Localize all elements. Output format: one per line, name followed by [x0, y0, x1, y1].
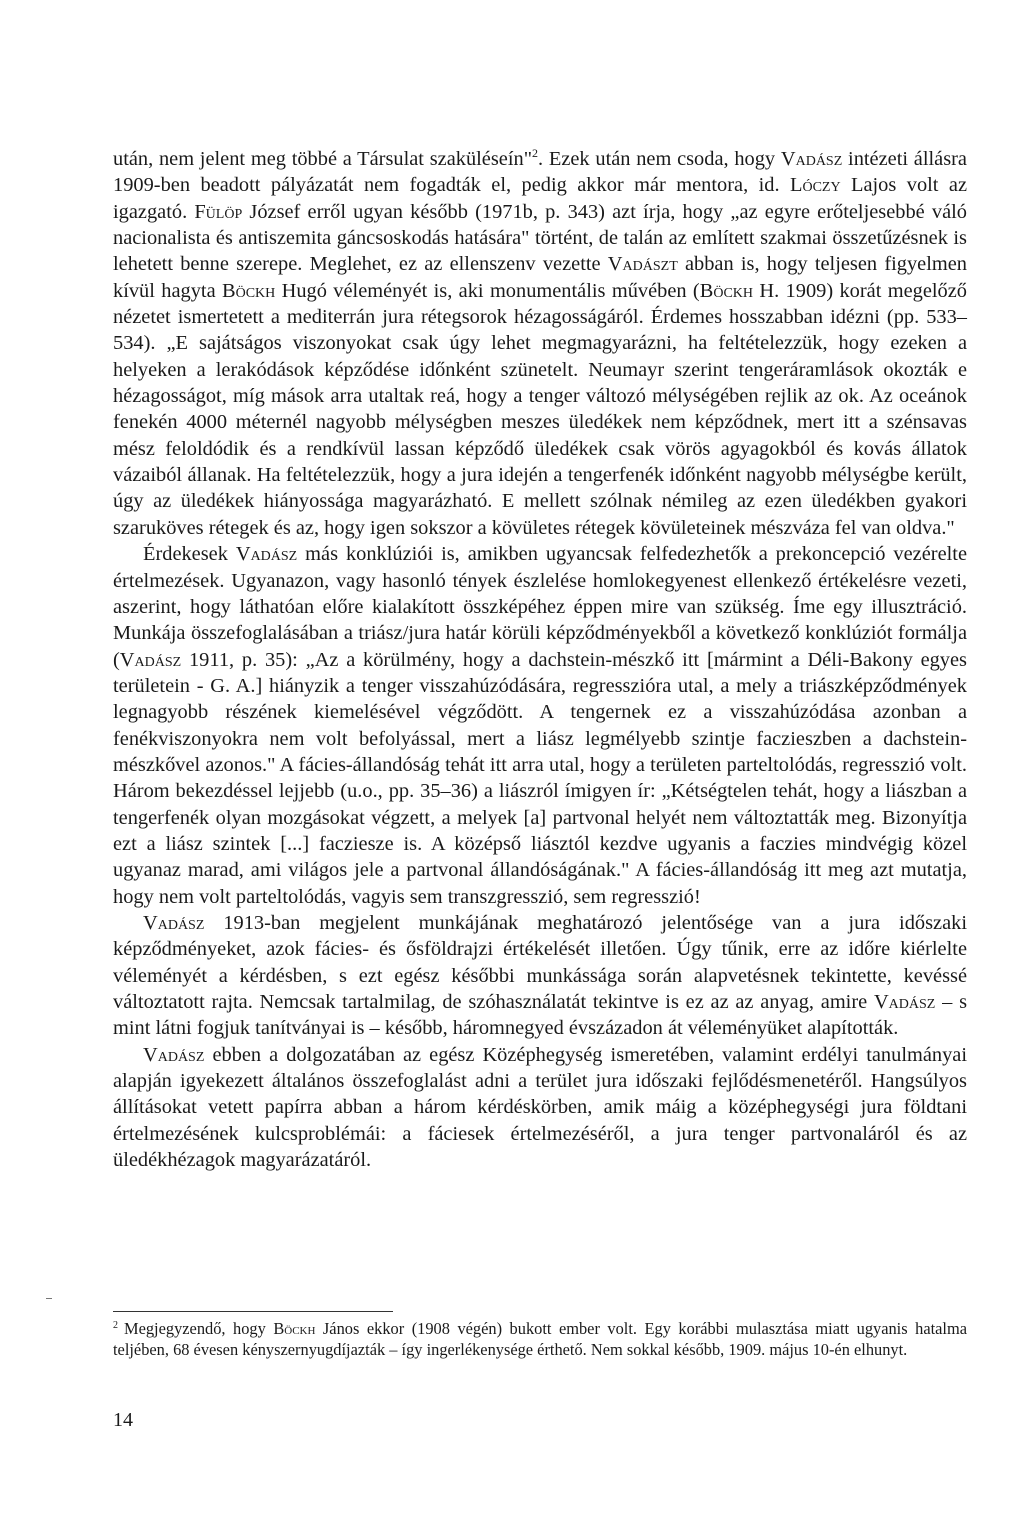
text-run: József erről ugyan később (1971b, p. 343) azt írja, hogy „az egyre erőteljesebbé váló nacionalista és antiszemita gáncsoskodás hatására" történt, de talán az említett szakmai összetűzésnek is lehetett benne szerepe. Meglehet, ez az ellenszenv vezette	[113, 200, 967, 276]
text-run: 1911, p. 35): „Az a körülmény, hogy a dachstein-mészkő itt [mármint a Déli-Bakony egyes területein - G. A.] hiányzik a tenger visszahúzódására, regresszióra utal, a mely a triászképződmények legnagyobb részének kiemelésével végződött. A tengernek ez a visszahúzódása azonban a fenékviszonyokra nem volt befolyással, mert a liász legmélyebb szintje faczieszben a dachstein-mészkővel azonos." A fácies-állandóság tehát itt arra utal, hogy a területen parteltolódás, regresszió volt. Három bekezdéssel lejjebb (u.o., pp. 35–36) a liászról ímigyen ír: „Kétségtelen tehát, hogy a liászban a tengerfenék olyan mozgásokat végzett, a melyek [a] partvonal helyét nem változtatták meg. Bizonyítja ezt a liász szintek [...] faczieszе is. A középső liásztól kezdve ugyanis a faczies mindvégig közel ugyanaz marad, ami világos jele a partvonal állandóságának." A fácies-állandóság itt meg azt mutatja, hogy nem volt parteltolódás, vagyis sem transzgresszió, sem regresszió!	[113, 648, 967, 908]
small-caps-name: Vadász	[873, 991, 936, 1013]
small-caps-name: Lóczy	[790, 174, 841, 197]
text-run: 1913-ban megjelent munkájának meghatározó jelentősége van a jura időszaki képződményeket, azok fácies- és ősföldrajzi értékelését illetően. Úgy tűnik, erre az időre kiérlelte véleményét a kérdésben, s ezt egész későbbi munkássága során alapvetésnek tekintette, kevéssé változtatott rajta. Nemcsak tartalmilag, de szóhasználatát tekintve is ez az az anyag, amire	[113, 911, 967, 1013]
text-run: . Ezek után nem csoda, hogy	[538, 148, 781, 170]
paragraph	[113, 541, 967, 910]
small-caps-name: Böckh	[273, 1319, 316, 1338]
paragraph	[113, 910, 967, 1042]
body-text	[113, 146, 967, 1173]
small-caps-name: Böckh	[221, 279, 276, 302]
footnote-mark: 2	[113, 1319, 118, 1331]
text-run: abban is, hogy teljesen figyelmen kívül hagyta	[113, 253, 967, 302]
text-run: Hugó véleményét is, aki monumentális művében (	[275, 279, 700, 302]
text-run: Megjegyzendő, hogy	[124, 1319, 274, 1338]
small-caps-name: Böckh	[699, 279, 754, 302]
text-run: – s mint látni fogjuk tanítványai is – később, háromnegyed évszázadon át véleményüket alapították.	[113, 991, 968, 1040]
text-run: más konklúziói is, amikben ugyancsak felfedezhetők a prekoncepció vezérelte értelmezések. Ugyanazon, vagy hasonló tények észlelése homlokegyenest ellenkező értékelésre vezeti, aszerint, hogy láthatóan előre kialakított összképéhez éppen mire van szükség. Íme egy illusztráció. Munkája összefoglalásában a triász/jura határ körüli képződményekből a következő konklúziót formálja (	[113, 543, 967, 671]
page-content	[113, 146, 967, 1173]
small-caps-name: Vadászt	[607, 253, 678, 276]
text-run: intézeti állásra 1909-ben beadott pályázatát nem fogadták el, pedig akkor már mentora, id.	[113, 148, 967, 197]
footnote-reference: 2	[532, 146, 539, 161]
small-caps-name: Fülöp	[194, 200, 243, 223]
text-run: H. 1909) korát megelőző nézetet ismertetett a mediterrán jura rétegsorok hézagosságáról. Érdemes hosszabban idézni (pp. 533–534). „E sajátságos viszonyokat csak úgy lehet megmagyarázni, ha feltételezzük, hogy ezeken a helyeken a lerakódások képződése időnként szünetelt. Neumayr szerint tengeráramlások okozták e hézagosságot, míg mások arra utaltak reá, hogy a tenger változó mélységében rejlik az ok. Az oceánok fenekén 4000 méternél nagyobb mélységben meszes üledékek nem képződnek, mert itt a szénsavas mész feloldódik és a rendkívül lassan képződő üledékek csak vörös agyagokból és kovás állatok vázaiból állanak. Ha feltételezzük, hogy a jura idején a tengerfenék időnként nagyobb mélységbe került, úgy az üledékek hiányossága magyarázható. E mellett szólnak némileg az ezen üledékben gyakori szaruköves rétegek és az, hogy igen sokszor a kövületes rétegek kövületeinek mészváza fel van oldva."	[113, 279, 967, 539]
text-run: Lajos volt az igazgató.	[113, 174, 968, 223]
small-caps-name: Vadász	[143, 911, 205, 934]
small-caps-name: Vadász	[235, 543, 298, 566]
text-run: Érdekesek	[143, 543, 236, 566]
paragraph	[113, 146, 967, 541]
margin-mark	[46, 1298, 52, 1299]
paragraph	[113, 1042, 967, 1174]
text-run: ebben a dolgozatában az egész Középhegység ismeretében, valamint erdélyi tanulmányai alapján igyekezett általános összefoglalást adni a terület jura időszaki fejlődésmenetéről. Hangsúlyos állításokat vetett papírra abban a három kérdéskörben, amik máig a középhegységi jura földtani értelmezésének kulcsproblémái: a fáciesek értelmezéséről, a jura tenger partvonaláról és az üledékhézagok magyarázatáról.	[113, 1043, 967, 1172]
small-caps-name: Vadász	[780, 148, 843, 170]
small-caps-name: Vadász	[143, 1043, 205, 1066]
page-number: 14	[113, 1409, 133, 1431]
small-caps-name: Vadász	[119, 648, 182, 671]
footnote-divider	[113, 1311, 393, 1312]
text-run: után, nem jelent meg többé a Társulat szaküléseín"	[113, 148, 533, 170]
text-run: János ekkor (1908 végén) bukott ember volt. Egy korábbi mulasztása miatt ugyanis hatalma teljében, 68 évesen kényszernyugdíjazták – így ingerlékenysége érthető. Nem sokkal később, 1909. május 10-én elhunyt.	[113, 1319, 967, 1359]
footnote	[113, 1318, 967, 1360]
